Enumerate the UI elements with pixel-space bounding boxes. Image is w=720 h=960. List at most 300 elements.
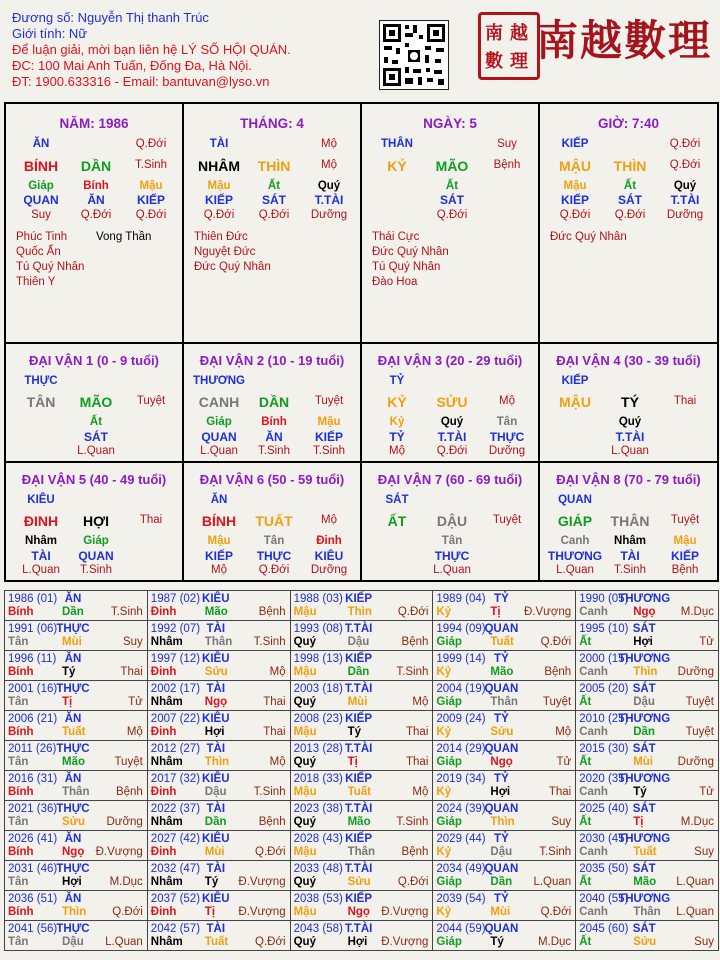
- annual-stem: Giáp: [436, 756, 462, 768]
- annual-row: [5, 921, 719, 951]
- annual-cell[interactable]: [148, 711, 291, 741]
- annual-branch: Tý: [347, 726, 362, 738]
- hidden-stem: Quý: [673, 180, 697, 192]
- annual-star: TÀI: [206, 743, 226, 755]
- annual-cell[interactable]: [148, 831, 291, 861]
- annual-cell[interactable]: [5, 741, 148, 771]
- annual-star: T.TÀI: [344, 923, 373, 935]
- annual-stage: Đ.Vượng: [238, 876, 286, 888]
- pillar-star: ĂN: [32, 138, 50, 150]
- annual-cell[interactable]: [291, 921, 434, 951]
- dai-van-ten-god: ĂN: [265, 430, 283, 444]
- dai-van-ten-god: QUAN: [78, 549, 114, 563]
- hidden-stem: Ất: [267, 180, 281, 192]
- pillar-cell[interactable]: [540, 104, 719, 344]
- annual-cell[interactable]: [576, 831, 719, 861]
- dai-van-ten-god: KIẾP: [314, 430, 344, 444]
- annual-star: TỶ: [494, 593, 509, 605]
- dai-van-stem: ĐINH: [23, 513, 59, 529]
- annual-stage: Tử: [699, 786, 714, 798]
- annual-year: 2031 (46): [8, 863, 58, 875]
- annual-branch: Tuất: [347, 786, 372, 798]
- annual-row: [5, 771, 719, 801]
- annual-branch: Sửu: [490, 726, 514, 738]
- annual-stage: Bệnh: [258, 606, 286, 618]
- dai-van-cell[interactable]: [540, 463, 719, 582]
- annual-star: KIÊU: [202, 593, 230, 605]
- annual-year: 1996 (11): [8, 653, 57, 665]
- annual-row: [5, 681, 719, 711]
- annual-year: 2039 (54): [436, 893, 486, 905]
- pillar-row: [6, 104, 719, 344]
- annual-branch: Tị: [204, 906, 216, 918]
- annual-cell[interactable]: [5, 771, 148, 801]
- annual-stem: Tân: [8, 696, 29, 708]
- dai-van-life-stage: Dưỡng: [488, 445, 526, 457]
- annual-star: T.TÀI: [344, 803, 373, 815]
- annual-cell[interactable]: [148, 891, 291, 921]
- annual-cell[interactable]: [291, 711, 434, 741]
- annual-stem: Giáp: [436, 936, 462, 948]
- annual-luck-table: [4, 590, 719, 951]
- annual-branch: Mão: [490, 666, 514, 678]
- earthly-branch: DẦN: [80, 158, 112, 174]
- annual-cell[interactable]: [576, 771, 719, 801]
- annual-cell[interactable]: [148, 771, 291, 801]
- annual-cell[interactable]: [433, 891, 576, 921]
- annual-branch: Mùi: [633, 756, 653, 768]
- annual-star: KIÊU: [202, 773, 230, 785]
- annual-stage: Thai: [120, 666, 143, 678]
- annual-star: QUAN: [484, 863, 519, 875]
- annual-stem: Canh: [579, 606, 608, 618]
- annual-stem: Nhâm: [150, 816, 183, 828]
- annual-stem: Ất: [579, 756, 592, 768]
- annual-stem: Đinh: [150, 606, 177, 618]
- life-stage: Q.Đới: [135, 209, 167, 221]
- life-stage: Dưỡng: [310, 209, 348, 221]
- annual-cell[interactable]: [5, 801, 148, 831]
- annual-cell[interactable]: [148, 591, 291, 621]
- annual-stage: Tuyệt: [685, 696, 714, 708]
- pillar-title: THÁNG: 4: [240, 116, 304, 131]
- dai-van-cell[interactable]: [184, 344, 362, 463]
- annual-stage: Q.Đới: [255, 846, 286, 858]
- dai-van-branch: TÝ: [621, 394, 639, 410]
- annual-stage: Q.Đới: [397, 606, 429, 618]
- annual-year: 1988 (03): [293, 593, 343, 605]
- annual-branch: Ngọ: [490, 756, 513, 768]
- annual-stem: Bính: [8, 666, 34, 678]
- dai-van-branch-state: Tuyệt: [136, 395, 166, 407]
- annual-star: THƯƠNG: [618, 653, 671, 665]
- dai-van-hidden-stem: Mậu: [207, 535, 231, 547]
- annual-stem: Kỷ: [436, 786, 452, 798]
- annual-stem: Ất: [579, 816, 592, 828]
- annual-cell[interactable]: [5, 621, 148, 651]
- annual-row: [5, 741, 719, 771]
- annual-cell[interactable]: [148, 801, 291, 831]
- annual-stem: Kỷ: [436, 726, 452, 738]
- annual-branch: Hợi: [347, 936, 368, 948]
- annual-star: SÁT: [632, 923, 656, 935]
- ten-god: SÁT: [618, 193, 642, 207]
- pillar-cell[interactable]: [362, 104, 540, 344]
- life-stage: Suy: [31, 209, 51, 221]
- dai-van-branch-state: Mộ: [499, 395, 515, 407]
- phone-email[interactable]: ĐT: 1900.633316 - Email: bantuvan@lyso.vn: [12, 74, 270, 89]
- annual-stage: Suy: [122, 636, 143, 648]
- ten-god: T.TÀI: [314, 193, 344, 207]
- annual-cell[interactable]: [433, 621, 576, 651]
- annual-cell[interactable]: [576, 741, 719, 771]
- annual-branch: Ngọ: [633, 606, 656, 618]
- annual-star: THỰC: [56, 923, 90, 935]
- annual-stage: T.Sinh: [396, 666, 429, 678]
- annual-cell[interactable]: [433, 711, 576, 741]
- annual-stem: Đinh: [150, 786, 177, 798]
- pillar-title: GIỜ: 7:40: [597, 116, 660, 131]
- annual-year: 2016 (31): [8, 773, 58, 785]
- ten-god: KIẾP: [204, 193, 234, 207]
- annual-cell[interactable]: [576, 891, 719, 921]
- annual-cell[interactable]: [291, 891, 434, 921]
- annual-star: T.TÀI: [344, 683, 373, 695]
- dai-van-life-stage: Q.Đới: [258, 564, 290, 576]
- annual-cell[interactable]: [148, 861, 291, 891]
- annual-cell[interactable]: [433, 741, 576, 771]
- dai-van-title: ĐẠI VẬN 2 (10 - 19 tuổi): [199, 353, 345, 368]
- gender: Giới tính: Nữ: [12, 26, 88, 41]
- pillar-cell[interactable]: [6, 104, 184, 344]
- annual-cell[interactable]: [433, 801, 576, 831]
- dai-van-life-stage: T.Sinh: [313, 445, 345, 457]
- annual-cell[interactable]: [433, 681, 576, 711]
- annual-star: ĂN: [64, 713, 82, 725]
- annual-star: TÀI: [206, 803, 226, 815]
- dai-van-life-stage: L.Quan: [22, 564, 60, 576]
- heavenly-stem: NHÂM: [198, 158, 240, 174]
- dai-van-life-stage: L.Quan: [433, 564, 471, 576]
- dai-van-hidden-stem: Giáp: [206, 416, 232, 428]
- annual-branch: Tý: [62, 666, 76, 678]
- annual-cell[interactable]: [5, 891, 148, 921]
- dai-van-branch-state: Thai: [139, 514, 163, 526]
- annual-branch: Dần: [204, 816, 227, 828]
- annual-cell[interactable]: [576, 801, 719, 831]
- pillar-cell[interactable]: [184, 104, 362, 344]
- dai-van-title: ĐẠI VẬN 5 (40 - 49 tuổi): [21, 472, 167, 487]
- annual-star: TỶ: [494, 713, 509, 725]
- annual-cell[interactable]: [433, 921, 576, 951]
- annual-cell[interactable]: [291, 831, 434, 861]
- annual-cell[interactable]: [291, 771, 434, 801]
- ten-god: QUAN: [23, 193, 59, 207]
- annual-stage: Mộ: [555, 726, 572, 738]
- annual-branch: Tý: [490, 936, 504, 948]
- hidden-stem: Bính: [83, 180, 109, 192]
- annual-cell[interactable]: [576, 651, 719, 681]
- annual-year: 2010 (25): [579, 713, 629, 725]
- annual-year: 2004 (19): [436, 683, 486, 695]
- dai-van-ten-god: KIẾP: [204, 549, 234, 563]
- contact-note: Để luận giải, mời bạn liên hệ LÝ SỐ HỘI QUÁN.: [12, 42, 291, 57]
- heavenly-stem: KỶ: [387, 158, 407, 174]
- annual-stage: L.Quan: [105, 936, 143, 948]
- annual-branch: Tuất: [62, 726, 86, 738]
- annual-stage: Tử: [128, 696, 143, 708]
- pillar-title: NĂM: 1986: [59, 116, 129, 131]
- annual-cell[interactable]: [148, 681, 291, 711]
- dai-van-life-stage: Mộ: [211, 564, 227, 576]
- annual-cell[interactable]: [5, 921, 148, 951]
- dai-van-star: QUAN: [558, 494, 592, 506]
- annual-year: 1989 (04): [436, 593, 486, 605]
- than-sat-neutral: Vong Thần: [96, 231, 152, 243]
- dai-van-branch: SỬU: [436, 394, 468, 410]
- annual-stage: Suy: [694, 936, 714, 948]
- annual-stem: Mậu: [293, 726, 317, 738]
- annual-cell[interactable]: [291, 861, 434, 891]
- annual-cell[interactable]: [433, 651, 576, 681]
- dai-van-hidden-stem: Ất: [89, 416, 103, 428]
- qr-code-icon[interactable]: [379, 20, 449, 90]
- life-stage: Q.Đới: [614, 209, 646, 221]
- dai-van-hidden-stem: Bính: [261, 416, 287, 428]
- annual-stem: Đinh: [150, 906, 177, 918]
- annual-branch: Hợi: [62, 876, 82, 888]
- annual-stem: Bính: [8, 726, 34, 738]
- annual-star: ĂN: [64, 893, 82, 905]
- dai-van-title: ĐẠI VẬN 8 (70 - 79 tuổi): [556, 472, 701, 487]
- annual-stage: Đ.Vượng: [381, 936, 429, 948]
- annual-star: THƯƠNG: [618, 773, 671, 785]
- annual-year: 2044 (59): [436, 923, 486, 935]
- annual-year: 2012 (27): [150, 743, 201, 755]
- annual-cell[interactable]: [5, 831, 148, 861]
- annual-stage: M.Dục: [680, 606, 714, 618]
- annual-stage: Bệnh: [544, 666, 572, 678]
- dai-van-stem: GIÁP: [557, 513, 593, 529]
- annual-cell[interactable]: [148, 741, 291, 771]
- annual-branch: Dần: [347, 666, 370, 678]
- annual-cell[interactable]: [576, 591, 719, 621]
- annual-branch: Hợi: [490, 786, 511, 798]
- annual-branch: Thân: [204, 636, 233, 648]
- annual-star: SÁT: [632, 623, 656, 635]
- annual-stem: Canh: [579, 726, 608, 738]
- annual-stem: Tân: [8, 936, 29, 948]
- annual-year: 2025 (40): [579, 803, 629, 815]
- annual-row: [5, 801, 719, 831]
- annual-stage: Đ.Vượng: [95, 846, 143, 858]
- annual-stage: Bệnh: [258, 816, 286, 828]
- annual-branch: Ngọ: [204, 696, 228, 708]
- annual-cell[interactable]: [291, 681, 434, 711]
- annual-stem: Nhâm: [150, 936, 183, 948]
- dai-van-cell[interactable]: [362, 344, 540, 463]
- annual-stem: Giáp: [436, 876, 462, 888]
- annual-row: [5, 591, 719, 621]
- than-sat: Đức Quý Nhân: [194, 261, 271, 273]
- annual-cell[interactable]: [5, 681, 148, 711]
- annual-cell[interactable]: [576, 861, 719, 891]
- annual-cell[interactable]: [148, 921, 291, 951]
- annual-stem: Giáp: [436, 816, 462, 828]
- annual-stage: T.Sinh: [110, 606, 143, 618]
- annual-star: QUAN: [484, 923, 519, 935]
- than-sat: Đức Quý Nhân: [372, 246, 449, 258]
- annual-stem: Ất: [579, 696, 592, 708]
- annual-stage: Mộ: [269, 666, 286, 678]
- annual-star: THỰC: [56, 743, 90, 755]
- annual-cell[interactable]: [433, 861, 576, 891]
- annual-branch: Tị: [62, 696, 73, 708]
- annual-star: T.TÀI: [344, 743, 373, 755]
- annual-stage: T.Sinh: [539, 846, 572, 858]
- annual-stem: Ất: [579, 636, 592, 648]
- life-stage: Q.Đới: [258, 209, 290, 221]
- annual-branch: Dần: [490, 876, 513, 888]
- annual-stem: Mậu: [293, 786, 317, 798]
- dai-van-cell[interactable]: [184, 463, 362, 582]
- annual-year: 2017 (32): [150, 773, 201, 785]
- annual-branch: Thìn: [633, 666, 658, 678]
- annual-stage: Mộ: [412, 696, 429, 708]
- brand-title: 南越數理: [536, 16, 713, 65]
- than-sat: Thái Cực: [372, 231, 420, 243]
- annual-star: THƯƠNG: [618, 713, 671, 725]
- annual-year: 2022 (37): [150, 803, 201, 815]
- annual-year: 2007 (22): [150, 713, 201, 725]
- dai-van-hidden-stem: Nhâm: [25, 535, 57, 547]
- annual-cell[interactable]: [148, 621, 291, 651]
- annual-stem: Canh: [579, 666, 608, 678]
- dai-van-life-stage: Mộ: [389, 445, 405, 457]
- annual-star: THƯƠNG: [618, 833, 671, 845]
- dai-van-cell[interactable]: [6, 344, 184, 463]
- annual-cell[interactable]: [291, 651, 434, 681]
- annual-year: 2006 (21): [8, 713, 58, 725]
- hidden-stem: Quý: [317, 180, 341, 192]
- annual-cell[interactable]: [5, 861, 148, 891]
- annual-star: ĂN: [64, 773, 82, 785]
- annual-stage: Dưỡng: [677, 756, 714, 768]
- annual-cell[interactable]: [5, 711, 148, 741]
- four-pillars-grid: [4, 102, 719, 582]
- annual-cell[interactable]: [148, 651, 291, 681]
- annual-stem: Tân: [8, 876, 29, 888]
- annual-year: 1997 (12): [150, 653, 201, 665]
- annual-star: KIẾP: [345, 713, 373, 725]
- annual-year: 2003 (18): [293, 683, 343, 695]
- annual-year: 2023 (38): [293, 803, 343, 815]
- annual-cell[interactable]: [291, 591, 434, 621]
- annual-cell[interactable]: [576, 921, 719, 951]
- than-sat: Thiên Y: [16, 276, 56, 288]
- annual-year: 2034 (49): [436, 863, 486, 875]
- annual-branch: Dậu: [633, 696, 655, 708]
- annual-branch: Tị: [490, 606, 501, 618]
- dai-van-life-stage: L.Quan: [77, 445, 115, 457]
- dai-van-life-stage: T.Sinh: [258, 445, 290, 457]
- dai-van-branch: DẬU: [436, 513, 468, 529]
- annual-star: TÀI: [206, 683, 226, 695]
- annual-year: 2042 (57): [150, 923, 201, 935]
- dai-van-hidden-stem: Đinh: [316, 535, 342, 547]
- dai-van-branch-state: Mộ: [321, 514, 337, 526]
- annual-cell[interactable]: [291, 741, 434, 771]
- annual-cell[interactable]: [5, 591, 148, 621]
- annual-year: 2038 (53): [293, 893, 343, 905]
- annual-stage: Tử: [556, 756, 572, 768]
- annual-cell[interactable]: [291, 801, 434, 831]
- annual-stem: Kỷ: [436, 606, 452, 618]
- annual-stage: M.Dục: [680, 816, 714, 828]
- annual-stem: Giáp: [436, 636, 462, 648]
- dai-van-branch-state: Tuyệt: [492, 514, 522, 526]
- annual-star: TỶ: [494, 773, 509, 785]
- annual-year: 2015 (30): [579, 743, 629, 755]
- pillar-star-state: Q.Đới: [669, 138, 701, 150]
- dai-van-cell[interactable]: [6, 463, 184, 582]
- annual-cell[interactable]: [576, 711, 719, 741]
- annual-cell[interactable]: [433, 831, 576, 861]
- annual-cell[interactable]: [291, 621, 434, 651]
- annual-year: 2035 (50): [579, 863, 629, 875]
- annual-stem: Mậu: [293, 846, 317, 858]
- than-sat: Đào Hoa: [372, 276, 418, 288]
- annual-cell[interactable]: [433, 771, 576, 801]
- dai-van-hidden-stem: Tân: [496, 416, 518, 428]
- life-stage: Q.Đới: [80, 209, 112, 221]
- annual-star: TỶ: [494, 653, 509, 665]
- annual-star: ĂN: [64, 653, 82, 665]
- annual-star: QUAN: [484, 803, 519, 815]
- annual-stage: Mộ: [126, 726, 143, 738]
- dai-van-branch: TUẤT: [255, 513, 293, 529]
- annual-star: T.TÀI: [344, 863, 373, 875]
- annual-stage: Đ.Vượng: [381, 906, 429, 918]
- annual-year: 2045 (60): [579, 923, 629, 935]
- annual-star: THỰC: [56, 803, 90, 815]
- annual-cell[interactable]: [576, 681, 719, 711]
- dai-van-cell[interactable]: [540, 344, 719, 463]
- annual-cell[interactable]: [5, 651, 148, 681]
- annual-cell[interactable]: [433, 591, 576, 621]
- dai-van-ten-god: SÁT: [84, 430, 108, 444]
- annual-stem: Canh: [579, 846, 608, 858]
- annual-star: THỰC: [56, 863, 90, 875]
- dai-van-branch-state: Thai: [673, 395, 697, 407]
- dai-van-branch: THÂN: [610, 513, 650, 529]
- annual-stem: Ất: [579, 876, 592, 888]
- ten-god: SÁT: [440, 193, 464, 207]
- annual-cell[interactable]: [576, 621, 719, 651]
- annual-star: ĂN: [64, 833, 82, 845]
- dai-van-life-stage: L.Quan: [200, 445, 238, 457]
- annual-stem: Quý: [293, 696, 316, 708]
- annual-star: KIẾP: [345, 653, 373, 665]
- annual-stem: Đinh: [150, 666, 177, 678]
- annual-year: 2013 (28): [293, 743, 343, 755]
- annual-star: SÁT: [632, 803, 656, 815]
- annual-stem: Quý: [293, 876, 316, 888]
- annual-branch: Tị: [633, 816, 644, 828]
- annual-star: T.TÀI: [344, 623, 373, 635]
- dai-van-cell[interactable]: [362, 463, 540, 582]
- annual-row: [5, 861, 719, 891]
